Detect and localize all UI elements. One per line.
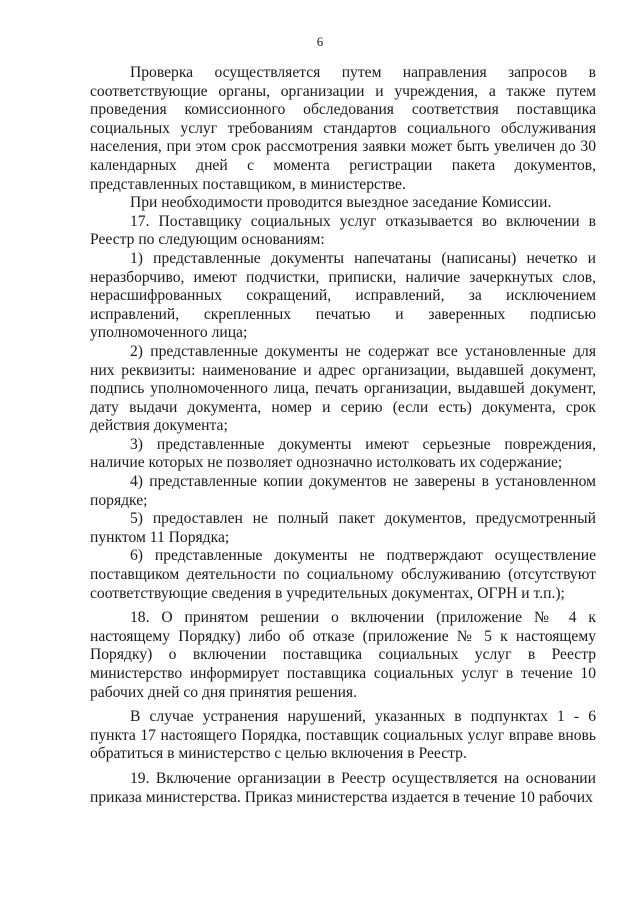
document-body (90, 64, 596, 807)
paragraph-17-refusal-grounds: 17. Поставщику социальных услуг отказывается во включении в Реестр по следующим основаниям: (90, 212, 596, 249)
paragraph-reapply: В случае устранения нарушений, указанных в подпунктах 1 - 6 пункта 17 настоящего Порядка, поставщик социальных услуг вправе вновь обратиться в министерство с целью включения в Реестр. (90, 708, 596, 763)
paragraph-18-decision: 18. О принятом решении о включении (приложение № 4 к настоящему Порядку) либо об отказе (приложение № 5 к настоящему Порядку) о включении поставщика социальных услуг в Реестр министерство информирует поставщика социальных услуг в течение 10 рабочих дней со дня принятия решения. (90, 609, 596, 701)
paragraph-verification: Проверка осуществляется путем направления запросов в соответствующие органы, организации и учреждения, а также путем проведения комиссионного обследования соответствия поставщика социальных услуг требованиям стандартов социального обслуживания населения, при этом срок рассмотрения заявки может быть увеличен до 30 календарных дней с момента регистрации пакета документов, представленных поставщиком, в министерстве. (90, 64, 596, 193)
list-item-2: 2) представленные документы не содержат все установленные для них реквизиты: наименование и адрес организации, выдавшей документ, подпись уполномоченного лица, печать организации, выдавшей документ, дату выдачи документа, номер и серию (если есть) документа, срок действия документа; (90, 342, 596, 435)
list-item-4: 4) представленные копии документов не заверены в установленном порядке; (90, 473, 596, 509)
page-number: 6 (316, 34, 324, 49)
list-item-1: 1) представленные документы напечатаны (написаны) нечетко и неразборчиво, имеют подчистки, приписки, наличие зачеркнутых слов, нерасшифрованных сокращений, исправлений, за исключением исправлений, скрепленных печатью и заверенных подписью уполномоченного лица; (90, 249, 596, 342)
list-item-3: 3) представленные документы имеют серьезные повреждения, наличие которых не позволяет однозначно истолковать их содержание; (90, 435, 596, 472)
list-item-6: 6) представленные документы не подтверждают осуществление поставщиком деятельности по социальному обслуживанию (отсутствуют соответствующие сведения в учредительных документах, ОГРН и т.п.); (90, 547, 596, 602)
paragraph-19-inclusion: 19. Включение организации в Реестр осуществляется на основании приказа министерства. Приказ министерства издается в течение 10 рабочих (90, 769, 596, 806)
list-item-5: 5) предоставлен не полный пакет документов, предусмотренный пунктом 11 Порядка; (90, 510, 596, 546)
paragraph-onsite-meeting: При необходимости проводится выездное заседание Комиссии. (130, 194, 552, 212)
